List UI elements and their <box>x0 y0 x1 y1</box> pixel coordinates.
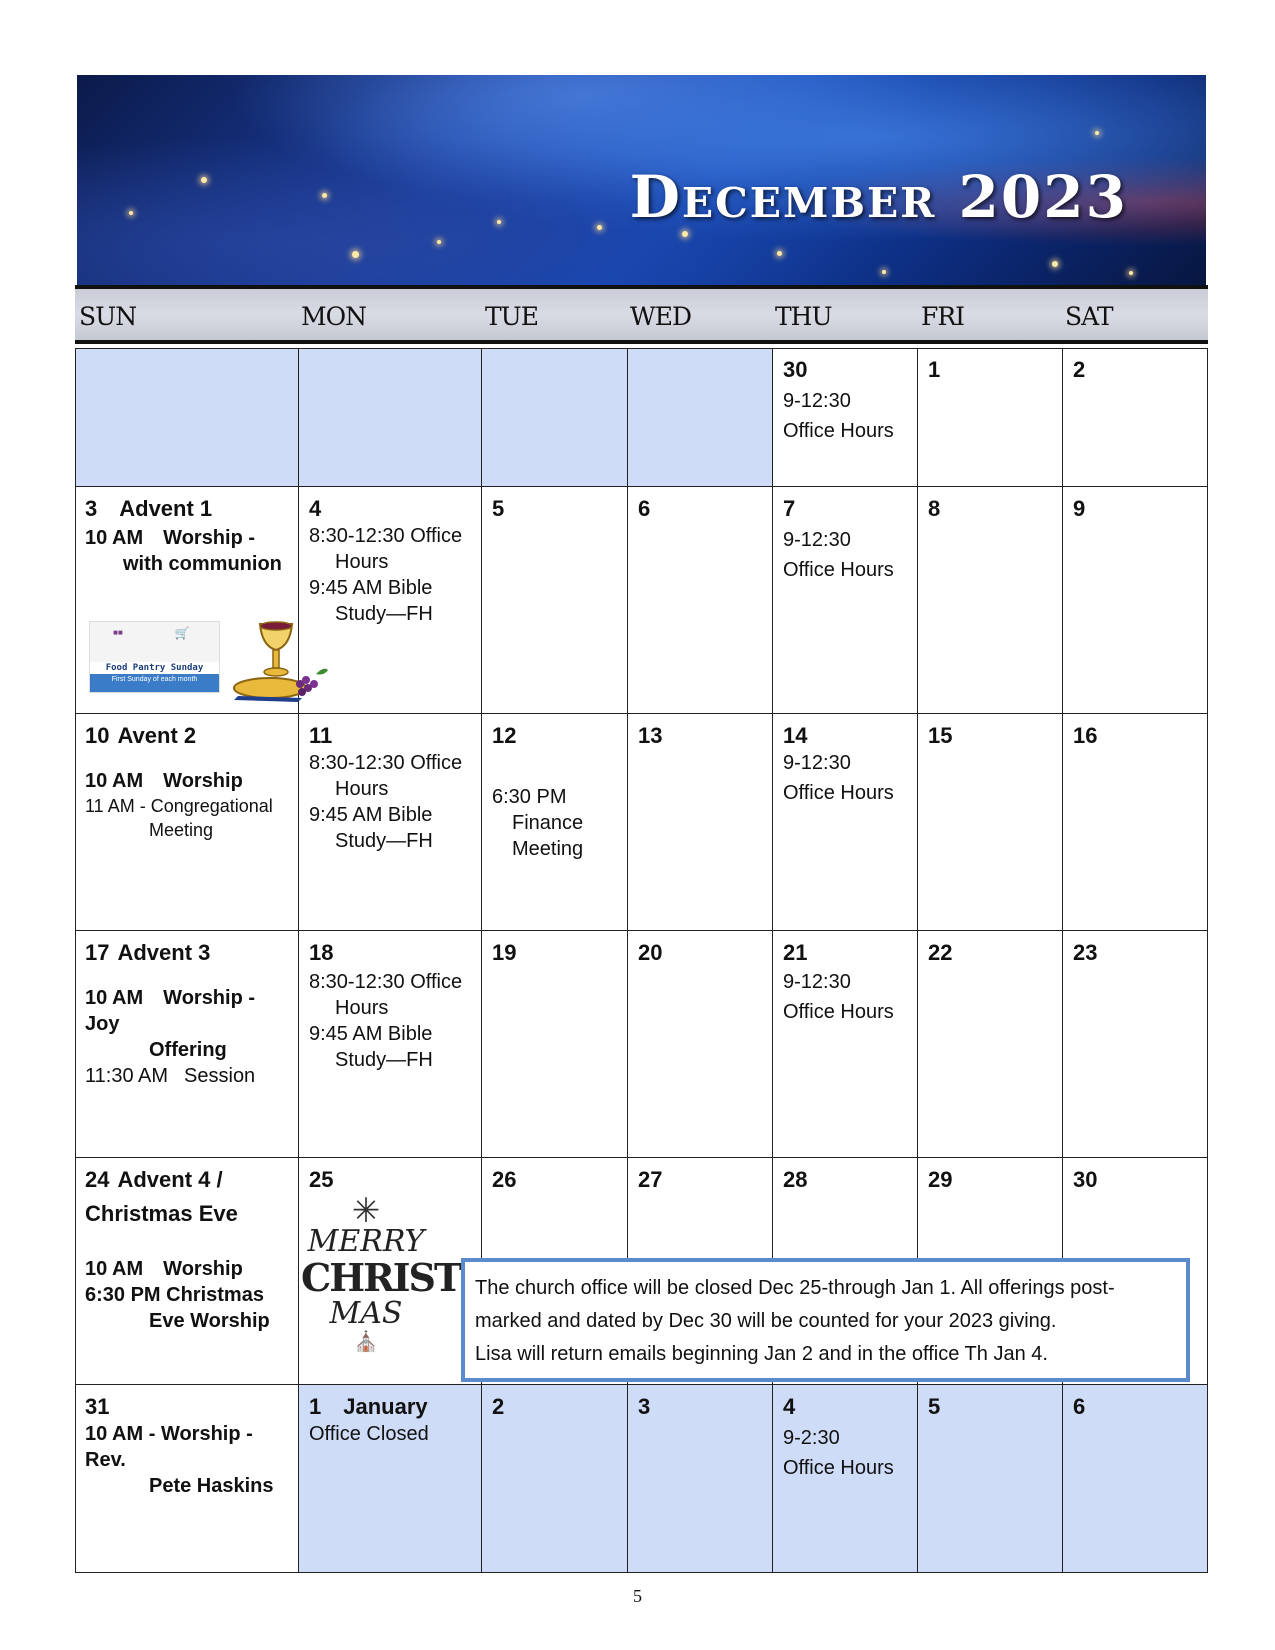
day-number: 2 <box>492 1394 505 1419</box>
calendar-cell-dec-5 <box>482 487 628 714</box>
star-decoration <box>437 240 441 244</box>
food-pantry-logo <box>89 621 220 693</box>
day-number: 10 <box>85 723 110 748</box>
weekday-sun: SUN <box>79 302 137 331</box>
star-decoration <box>682 231 688 237</box>
event-text: 8:30-12:30 Office <box>309 971 463 993</box>
calendar-cell-nov-30 <box>773 348 918 487</box>
day-number: 1 <box>928 357 941 382</box>
day-number: 16 <box>1073 723 1098 748</box>
day-number: 4 <box>783 1394 796 1419</box>
mas-text: MAS <box>329 1296 403 1331</box>
calendar-cell-dec-14 <box>773 714 918 931</box>
day-number: 28 <box>783 1167 808 1192</box>
food-pantry-title: Food Pantry Sunday <box>90 662 219 674</box>
calendar-cell-dec-18 <box>299 931 482 1158</box>
event-text: Office Hours <box>783 782 894 804</box>
day-number: 27 <box>638 1167 663 1192</box>
calendar-cell-dec-19 <box>482 931 628 1158</box>
christ-text: CHRIST <box>301 1255 461 1300</box>
office-closure-notice <box>461 1258 1190 1382</box>
merry-text: MERRY <box>307 1224 425 1259</box>
event-time: 9-12:30 <box>783 529 851 551</box>
calendar-cell-dec-8 <box>918 487 1063 714</box>
event-text: Meeting <box>512 838 584 860</box>
day-number: 3 <box>85 496 98 521</box>
event-text: 9:45 AM Bible <box>309 1023 433 1045</box>
calendar-cell-dec-16 <box>1063 714 1208 931</box>
day-number: 30 <box>1073 1167 1098 1192</box>
food-pantry-banner <box>90 662 219 692</box>
calendar-cell-dec-17 <box>75 931 299 1158</box>
day-number: 7 <box>783 496 796 521</box>
day-number: 23 <box>1073 940 1098 965</box>
notice-line: Lisa will return emails beginning Jan 2 and in the office Th Jan 4. <box>475 1343 1048 1365</box>
day-label: January <box>343 1394 428 1419</box>
calendar-cell-dec-9 <box>1063 487 1208 714</box>
day-label: Christmas Eve <box>85 1201 238 1226</box>
calendar-cell-empty <box>628 348 773 487</box>
day-label: Advent 3 <box>117 940 211 965</box>
star-decoration <box>882 270 886 274</box>
event-text: with communion <box>123 553 282 575</box>
calendar-cell-dec-2 <box>1063 348 1208 487</box>
day-number: 31 <box>85 1394 110 1419</box>
event-text: 8:30-12:30 Office <box>309 752 463 774</box>
calendar-cell-dec-21 <box>773 931 918 1158</box>
calendar-cell-dec-15 <box>918 714 1063 931</box>
nativity-icon: ⛪ <box>353 1331 379 1353</box>
calendar-cell-empty <box>482 348 628 487</box>
star-decoration <box>129 211 133 215</box>
calendar-grid <box>75 348 1208 1573</box>
calendar-cell-dec-1 <box>918 348 1063 487</box>
event-text: 11 AM - Congregational <box>85 796 273 816</box>
star-decoration <box>597 225 602 230</box>
event-time: 6:30 PM <box>492 786 567 808</box>
day-number: 14 <box>783 723 808 748</box>
day-number: 20 <box>638 940 663 965</box>
calendar-cell-jan-3 <box>628 1385 773 1573</box>
calendar-cell-dec-13 <box>628 714 773 931</box>
day-number: 2 <box>1073 357 1086 382</box>
star-decoration <box>777 251 782 256</box>
star-icon: ✳ <box>351 1192 381 1230</box>
event-text: Office Hours <box>783 1001 894 1023</box>
event-text: Worship <box>163 770 243 792</box>
calendar-cell-dec-22 <box>918 931 1063 1158</box>
event-time: 9-12:30 <box>783 390 851 412</box>
weekday-mon: MON <box>301 302 366 331</box>
event-time: 10 AM <box>85 770 144 792</box>
event-text: 6:30 PM Christmas <box>85 1284 264 1306</box>
event-text: 9:45 AM Bible <box>309 804 433 826</box>
day-number: 8 <box>928 496 941 521</box>
day-number: 21 <box>783 940 808 965</box>
star-decoration <box>352 251 359 258</box>
calendar-cell-jan-5 <box>918 1385 1063 1573</box>
event-text: Offering <box>149 1039 227 1061</box>
event-text: Worship - <box>163 527 256 549</box>
day-number: 6 <box>1073 1394 1086 1419</box>
star-decoration <box>201 177 207 183</box>
event-text: Study—FH <box>335 603 433 625</box>
page-number: 5 <box>633 1586 642 1606</box>
event-text: Worship <box>163 1258 243 1280</box>
day-number: 6 <box>638 496 651 521</box>
day-number: 19 <box>492 940 517 965</box>
header-banner <box>77 75 1206 285</box>
event-text: Office Closed <box>309 1423 429 1445</box>
event-text: Hours <box>335 551 389 573</box>
event-text: Office Hours <box>783 420 894 442</box>
day-number: 26 <box>492 1167 517 1192</box>
communion-chalice-icon <box>232 618 332 702</box>
calendar-cell-dec-31 <box>75 1385 299 1573</box>
calendar-cell-jan-6 <box>1063 1385 1208 1573</box>
event-text: Hours <box>335 778 389 800</box>
star-decoration <box>497 220 501 224</box>
day-number: 3 <box>638 1394 651 1419</box>
event-text: 9:45 AM Bible <box>309 577 433 599</box>
day-number: 13 <box>638 723 663 748</box>
page-title: December 2023 <box>629 163 1128 231</box>
calendar-cell-empty <box>299 348 482 487</box>
event-time: 10 AM <box>85 527 144 549</box>
day-number: 25 <box>309 1167 334 1192</box>
day-number: 1 <box>309 1394 322 1419</box>
event-text: Finance <box>512 812 584 834</box>
event-time: 9-2:30 <box>783 1427 840 1449</box>
calendar-cell-jan-1 <box>299 1385 482 1573</box>
day-number: 18 <box>309 940 334 965</box>
event-text: Session <box>184 1065 256 1087</box>
event-text: Meeting <box>149 820 214 840</box>
food-pantry-mark: ■■ <box>113 628 123 637</box>
calendar-cell-empty <box>75 348 299 487</box>
event-text: Pete Haskins <box>149 1475 274 1497</box>
weekday-header <box>75 285 1208 344</box>
calendar-cell-jan-2 <box>482 1385 628 1573</box>
event-text: Worship - Joy <box>85 987 256 1035</box>
calendar-cell-jan-4 <box>773 1385 918 1573</box>
merry-christmas-art <box>301 1192 461 1382</box>
star-decoration <box>1129 271 1133 275</box>
event-time: 9-12:30 <box>783 752 851 774</box>
event-time: 10 AM <box>85 1258 144 1280</box>
day-number: 9 <box>1073 496 1086 521</box>
day-number: 12 <box>492 723 517 748</box>
event-text: 8:30-12:30 Office <box>309 525 463 547</box>
event-text: Study—FH <box>335 1049 433 1071</box>
weekday-wed: WED <box>630 302 691 331</box>
calendar-cell-dec-24 <box>75 1158 299 1385</box>
notice-line: marked and dated by Dec 30 will be counted for your 2023 giving. <box>475 1310 1057 1332</box>
event-time: 11:30 AM <box>85 1065 169 1087</box>
weekday-sat: SAT <box>1065 302 1113 331</box>
star-decoration <box>322 193 327 198</box>
food-pantry-subtitle: First Sunday of each month <box>111 676 198 683</box>
day-number: 30 <box>783 357 808 382</box>
day-number: 4 <box>309 496 322 521</box>
event-text: Office Hours <box>783 1457 894 1479</box>
event-text: Study—FH <box>335 830 433 852</box>
day-label: Avent 2 <box>117 723 197 748</box>
weekday-thu: THU <box>775 302 832 331</box>
event-text: Office Hours <box>783 559 894 581</box>
day-number: 5 <box>492 496 505 521</box>
calendar-cell-dec-20 <box>628 931 773 1158</box>
notice-line: The church office will be closed Dec 25-through Jan 1. All offerings post- <box>475 1277 1115 1299</box>
calendar-cell-dec-10 <box>75 714 299 931</box>
calendar-cell-dec-12 <box>482 714 628 931</box>
cart-icon: 🛒 <box>174 626 190 640</box>
star-decoration <box>1095 131 1099 135</box>
calendar-cell-dec-25 <box>299 1158 482 1385</box>
day-number: 11 <box>309 723 333 748</box>
day-number: 17 <box>85 940 110 965</box>
day-number: 24 <box>85 1167 110 1192</box>
day-label: Advent 1 <box>119 496 213 521</box>
event-text: 10 AM - Worship - Rev. <box>85 1423 253 1471</box>
day-label: Advent 4 / <box>117 1167 223 1192</box>
star-decoration <box>1052 261 1058 267</box>
event-text: Eve Worship <box>149 1310 270 1332</box>
calendar-cell-dec-6 <box>628 487 773 714</box>
day-number: 29 <box>928 1167 953 1192</box>
event-time: 10 AM <box>85 987 144 1009</box>
calendar-cell-dec-7 <box>773 487 918 714</box>
weekday-fri: FRI <box>921 302 965 331</box>
event-time: 9-12:30 <box>783 971 851 993</box>
calendar-cell-dec-23 <box>1063 931 1208 1158</box>
day-number: 22 <box>928 940 953 965</box>
event-text: Hours <box>335 997 389 1019</box>
day-number: 5 <box>928 1394 941 1419</box>
calendar-cell-dec-11 <box>299 714 482 931</box>
weekday-tue: TUE <box>485 302 538 331</box>
day-number: 15 <box>928 723 953 748</box>
